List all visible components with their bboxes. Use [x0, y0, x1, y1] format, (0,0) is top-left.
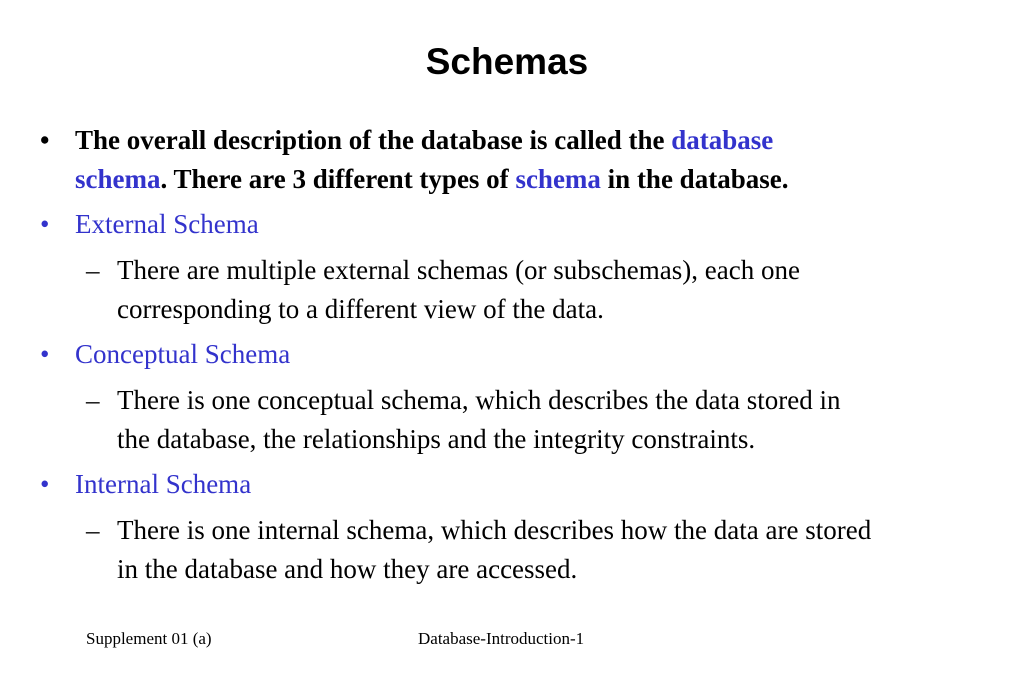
sub-bullet-line: There is one internal schema, which describes how the data are stored: [117, 515, 872, 545]
bullet-text: in the database.: [600, 164, 789, 194]
sub-bullet-line: There is one conceptual schema, which describes the data stored in: [117, 385, 841, 415]
bullet-marker: •: [40, 209, 50, 239]
sub-bullet-conceptual-schema: [86, 381, 1012, 459]
bullet-label: Conceptual Schema: [75, 339, 291, 369]
sub-bullet-line: There are multiple external schemas (or subschemas), each one: [117, 255, 800, 285]
bullet-line: [75, 121, 935, 160]
bullet-text: . There are 3 different types of: [160, 164, 516, 194]
dash-marker: –: [86, 515, 100, 545]
footer-center: Database-Introduction-1: [418, 629, 585, 648]
term-schema: schema: [515, 164, 601, 194]
sub-bullet-line: the database, the relationships and the integrity constraints.: [117, 424, 756, 454]
bullet-text: The overall description of the database is called the: [75, 125, 672, 155]
bullet-label: Internal Schema: [75, 469, 252, 499]
bullet-item-internal-schema: [40, 465, 935, 504]
sub-bullet-external-schema: [86, 251, 1012, 329]
bullet-label: External Schema: [75, 209, 259, 239]
bullet-marker: •: [40, 125, 50, 155]
bullet-item-conceptual-schema: [40, 335, 935, 374]
sub-bullet-line: corresponding to a different view of the data.: [117, 294, 604, 324]
bullet-marker: •: [40, 339, 50, 369]
sub-bullet-line: in the database and how they are accessed.: [117, 554, 578, 584]
slide-title: Schemas: [425, 41, 589, 82]
term-database: database: [671, 125, 774, 155]
sub-bullet-internal-schema: [86, 511, 1012, 589]
footer-left: Supplement 01 (a): [86, 629, 212, 648]
dash-marker: –: [86, 255, 100, 285]
term-schema: schema: [75, 164, 161, 194]
bullet-item-overview: [40, 121, 935, 199]
dash-marker: –: [86, 385, 100, 415]
bullet-line: [75, 160, 935, 199]
bullet-marker: •: [40, 469, 50, 499]
bullet-item-external-schema: [40, 205, 935, 244]
